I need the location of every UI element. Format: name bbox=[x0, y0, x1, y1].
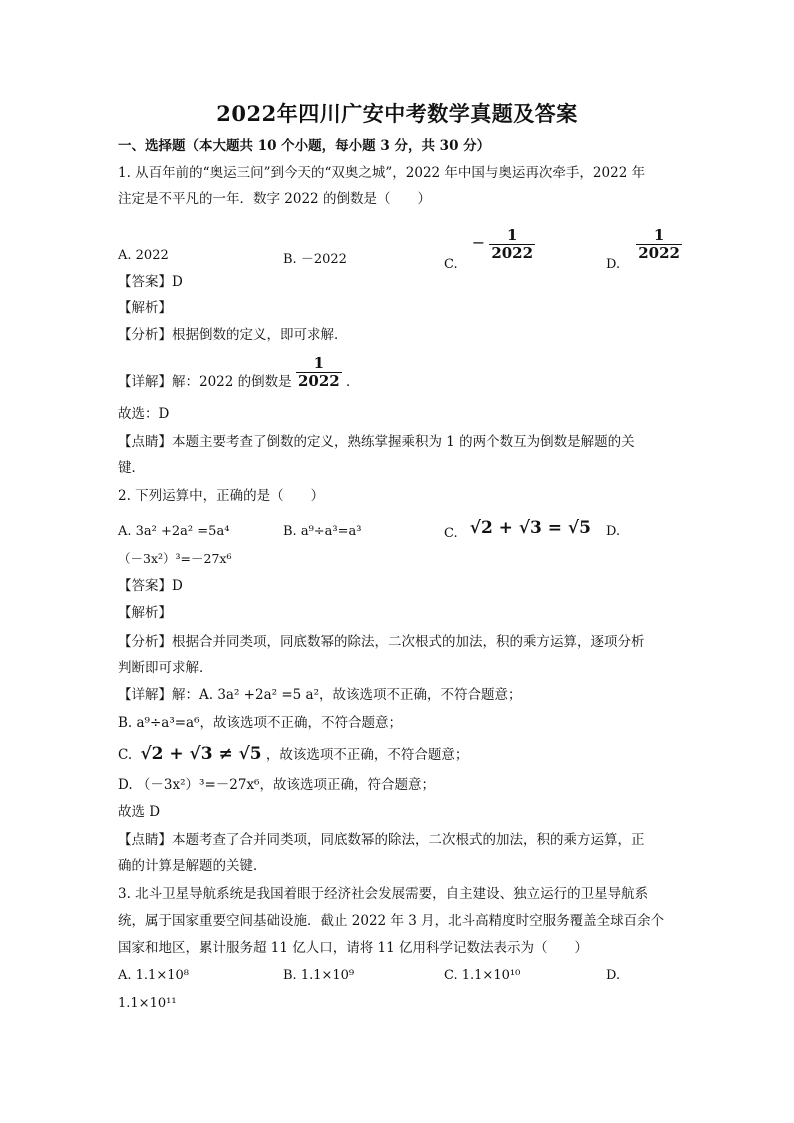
q3-option-c: C. 1.1×10¹⁰ bbox=[444, 968, 521, 983]
q1-detail-fraction bbox=[296, 355, 342, 390]
q2-detail-c bbox=[118, 744, 468, 765]
q1-detail-suffix: ． bbox=[346, 374, 360, 390]
section-heading: 一、选择题（本大题共 10 个小题，每小题 3 分，共 30 分） bbox=[118, 138, 491, 154]
fraction-denominator: 2022 bbox=[491, 244, 534, 262]
q1-option-d-label: D. bbox=[606, 257, 621, 272]
q2-stem: 2. 下列运算中，正确的是（ ） bbox=[118, 488, 325, 504]
q3-option-d-value: 1.1×10¹¹ bbox=[118, 996, 177, 1011]
q2-option-c-label: C. bbox=[444, 526, 458, 541]
q2-detail-c-label: C. bbox=[118, 747, 133, 763]
q2-detail-a: 【详解】解：A. 3a² +2a² =5 a²，故该选项不正确，不符合题意； bbox=[118, 687, 522, 703]
q2-option-c-expression: √2 + √3 = √5 bbox=[469, 518, 591, 538]
q1-fenxi: 【分析】根据倒数的定义，即可求解． bbox=[118, 327, 348, 343]
q1-comment-line-1: 【点睛】本题主要考查了倒数的定义，熟练掌握乘积为 1 的两个数互为倒数是解题的关 bbox=[118, 434, 635, 450]
fraction-numerator: 1 bbox=[653, 226, 665, 244]
q2-option-a: A. 3a² +2a² =5a⁴ bbox=[118, 524, 230, 539]
q2-detail-b: B. a⁹÷a³=a⁶，故该选项不正确，不符合题意； bbox=[118, 715, 403, 731]
q1-option-a: A. 2022 bbox=[118, 248, 169, 263]
q3-stem-line-2: 统，属于国家重要空间基础设施．截止 2022 年 3 月，北斗高精度时空服务覆盖全球百余个 bbox=[118, 913, 665, 929]
q3-option-d-label: D. bbox=[606, 968, 621, 983]
q1-detail bbox=[118, 355, 360, 390]
fraction-denominator: 2022 bbox=[297, 372, 340, 390]
q2-option-c bbox=[444, 518, 591, 541]
q1-stem-line-2: 注定是不平凡的一年．数字 2022 的倒数是（ ） bbox=[118, 191, 431, 207]
q2-comment-line-2: 确的计算是解题的关键． bbox=[118, 858, 267, 874]
q2-choose: 故选 D bbox=[118, 804, 161, 820]
q1-comment-line-2: 键． bbox=[118, 460, 145, 476]
q2-fenxi-line-2: 判断即可求解． bbox=[118, 660, 213, 676]
q2-option-d-expression: （－3x²）³=－27x⁶ bbox=[118, 551, 232, 566]
q2-answer: 【答案】D bbox=[118, 578, 183, 594]
fraction-denominator: 2022 bbox=[638, 244, 680, 262]
fraction-numerator: 1 bbox=[506, 226, 518, 244]
q2-comment-line-1: 【点睛】本题考查了合并同类项，同底数幂的除法，二次根式的加法，积的乘方运算，正 bbox=[118, 832, 645, 848]
page-title: 2022年四川广安中考数学真题及答案 bbox=[216, 101, 578, 126]
q1-option-c-fraction bbox=[489, 227, 535, 262]
q3-option-b: B. 1.1×10⁹ bbox=[283, 968, 355, 983]
q2-detail-c-text: ，故该选项不正确，不符合题意； bbox=[265, 747, 469, 763]
q2-option-d-label: D. bbox=[606, 524, 621, 539]
q1-stem-line-1: 1. 从百年前的“奥运三问”到今天的“双奥之城”，2022 年中国与奥运再次牵手，2022 年 bbox=[118, 165, 646, 181]
q2-detail-c-expression: √2 + √3 ≠ √5 bbox=[140, 744, 262, 764]
q2-detail-d: D. （－3x²）³=－27x⁶，故该选项正确，符合题意； bbox=[118, 777, 435, 793]
q1-option-d bbox=[606, 226, 682, 272]
q1-option-c bbox=[444, 226, 535, 272]
q2-option-b: B. a⁹÷a³=a³ bbox=[283, 524, 362, 539]
q1-option-b: B. －2022 bbox=[283, 252, 347, 267]
q1-option-d-fraction bbox=[636, 227, 682, 262]
fraction-numerator: 1 bbox=[313, 354, 325, 372]
q3-stem-line-1: 3. 北斗卫星导航系统是我国着眼于经济社会发展需要，自主建设、独立运行的卫星导航系 bbox=[118, 886, 649, 902]
q1-answer: 【答案】D bbox=[118, 274, 183, 290]
q3-option-a: A. 1.1×10⁸ bbox=[118, 968, 189, 983]
q1-analysis-heading: 【解析】 bbox=[118, 300, 172, 316]
q3-stem-line-3: 国家和地区，累计服务超 11 亿人口，请将 11 亿用科学记数法表示为（ ） bbox=[118, 940, 589, 956]
q1-option-c-sign: − bbox=[471, 233, 486, 252]
q2-fenxi-line-1: 【分析】根据合并同类项，同底数幂的除法，二次根式的加法，积的乘方运算，逐项分析 bbox=[118, 634, 645, 650]
q1-choose: 故选：D bbox=[118, 406, 170, 422]
q2-analysis-heading: 【解析】 bbox=[118, 605, 172, 621]
q1-detail-prefix: 【详解】解：2022 的倒数是 bbox=[118, 374, 292, 390]
q1-option-c-label: C. bbox=[444, 257, 458, 272]
